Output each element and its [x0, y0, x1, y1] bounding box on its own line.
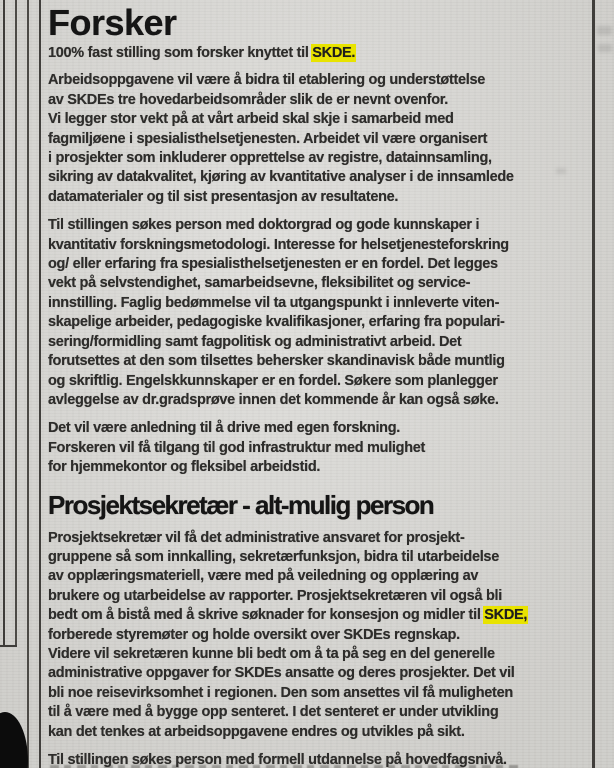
text-line [48, 236, 570, 255]
text-line [48, 587, 570, 606]
forsker-tasks-paragraph [48, 71, 570, 207]
text-run: forberede styremøter og holde oversikt over SKDEs regnskap. [48, 626, 460, 643]
text-run: og/ eller erfaring fra spesialisthelsetjenesten er en fordel. Det legges [48, 256, 498, 273]
text-line [48, 751, 570, 768]
text-line [48, 458, 570, 477]
text-line [48, 567, 570, 586]
text-line [48, 313, 570, 332]
text-line [48, 684, 570, 703]
text-run: avleggelse av dr.gradsprøve innen det kommende år kan også søke. [48, 391, 499, 408]
text-run: bli noe reisevirksomhet i regionen. Den som ansettes vil få muligheten [48, 684, 513, 701]
text-run: Til stillingen søkes person med doktorgrad og gode kunnskaper i [48, 217, 480, 234]
text-run: Vi legger stor vekt på at vårt arbeid skal skje i samarbeid med [48, 111, 454, 128]
text-line [48, 4, 570, 42]
prosjektsekretaer-qualifications-paragraph [48, 751, 570, 768]
text-line [48, 255, 570, 274]
text-run: vekt på selvstendighet, samarbeidsevne, fleksibilitet og service- [48, 275, 471, 292]
scan-bleedthrough-smudge [597, 26, 612, 35]
column-rule [15, 0, 17, 647]
text-run: av opplæringsmateriell, være med på veiledning og opplæring av [48, 568, 479, 585]
adjacent-ad-box-corner [0, 645, 17, 647]
text-run: sering/formidling samt fagpolitisk og administrativt arbeid. Det [48, 333, 462, 350]
text-line [48, 352, 570, 371]
text-line [48, 372, 570, 391]
text-line [48, 168, 570, 187]
column-rule [3, 0, 5, 647]
text-run: datamaterialer og til sist presentasjon av resultatene. [48, 188, 399, 205]
text-line [48, 391, 570, 410]
text-line [48, 216, 570, 235]
text-line [48, 606, 570, 625]
text-run: 100% fast stilling som forsker knyttet til [48, 45, 313, 61]
text-run: Det vil være anledning til å drive med egen forskning. [48, 420, 401, 437]
ad-box-left-border [39, 0, 41, 768]
scan-bleedthrough-smudge [598, 44, 612, 52]
text-run: brukere og utarbeidelse av rapporter. Prosjektsekretæren vil også bli [48, 587, 502, 604]
text-run: forutsettes at den som tilsettes behersker skandinavisk både muntlig [48, 353, 505, 370]
text-line [48, 529, 570, 548]
text-line [48, 188, 570, 207]
text-run: fagmiljøene i spesialisthelsetjenesten. Arbeidet vil være organisert [48, 130, 488, 147]
text-line [48, 149, 570, 168]
text-line [48, 130, 570, 149]
column-rule [27, 0, 29, 768]
text-run: Prosjektsekretær vil få det administrative ansvaret for prosjekt- [48, 529, 465, 546]
prosjektsekretaer-tasks-paragraph [48, 529, 570, 742]
text-line [48, 419, 570, 438]
text-run: til å være med å bygge opp senteret. I det senteret er under utvikling [48, 704, 499, 721]
text-run: Forskeren vil få tilgang til god infrastruktur med mulighet [48, 439, 426, 456]
text-line [48, 44, 570, 63]
job-ad-content [48, 4, 570, 768]
text-line [48, 626, 570, 645]
text-run: skapelige arbeider, pedagogiske kvalifikasjoner, erfaring fra populari- [48, 314, 505, 331]
forsker-qualifications-paragraph [48, 216, 570, 410]
ad-box-right-border [592, 0, 595, 768]
text-line [48, 487, 570, 523]
text-line [48, 294, 570, 313]
text-line [48, 110, 570, 129]
text-run: bedt om å bistå med å skrive søknader for konsesjon og midler til [48, 607, 485, 624]
text-run: Til stillingen søkes person med formell utdannelse på hovedfagsnivå. [48, 752, 507, 768]
forsker-intro [48, 44, 570, 63]
highlighted-text: SKDE. [312, 45, 356, 61]
highlighted-text: SKDE, [484, 607, 528, 624]
prosjektsekretaer-heading [48, 487, 570, 523]
text-line [48, 439, 570, 458]
text-line [48, 274, 570, 293]
text-run: kan det tenkes at arbeidsoppgavene endres og utvikles på sikt. [48, 723, 465, 740]
forsker-heading [48, 4, 570, 42]
text-run: og skriftlig. Engelskkunnskaper er en fordel. Søkere som planlegger [48, 372, 498, 389]
text-line [48, 548, 570, 567]
scan-artifact-blob [0, 712, 28, 768]
text-run: av SKDEs tre hovedarbeidsområder slik de er nevnt ovenfor. [48, 91, 449, 108]
text-run: Videre vil sekretæren kunne bli bedt om å ta på seg en del generelle [48, 645, 495, 662]
text-line [48, 703, 570, 722]
text-line [48, 71, 570, 90]
text-run: innstilling. Faglig bedømmelse vil ta utgangspunkt i innleverte viten- [48, 294, 500, 311]
text-run: Forsker [48, 2, 177, 43]
forsker-benefits-paragraph [48, 419, 570, 477]
text-run: sikring av datakvalitet, kjøring av kvantitative analyser i de innsamlede [48, 169, 514, 186]
text-line [48, 645, 570, 664]
text-run: administrative oppgaver for SKDEs ansatte og deres prosjekter. Det vil [48, 665, 515, 682]
text-run: gruppene så som innkalling, sekretærfunksjon, bidra til utarbeidelse [48, 548, 499, 565]
text-run: kvantitativ forskningsmetodologi. Interesse for helsetjenesteforskring [48, 236, 509, 253]
text-line [48, 664, 570, 683]
text-run: for hjemmekontor og fleksibel arbeidstid. [48, 459, 321, 476]
text-line [48, 333, 570, 352]
text-run: Arbeidsoppgavene vil være å bidra til etablering og understøttelse [48, 72, 486, 89]
text-run: Prosjektsekretær - alt-mulig person [48, 489, 434, 520]
text-run: i prosjekter som inkluderer opprettelse av registre, datainnsamling, [48, 150, 492, 167]
text-line [48, 723, 570, 742]
text-line [48, 91, 570, 110]
